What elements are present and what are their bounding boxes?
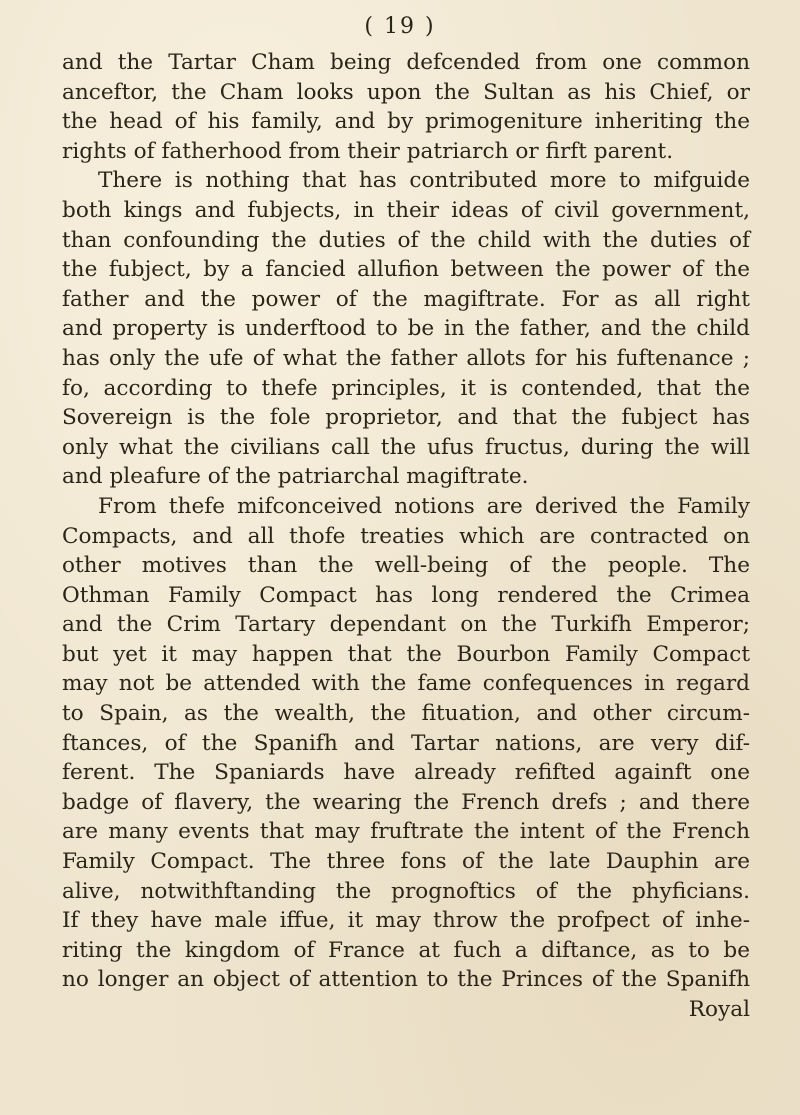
text-line: anceftor, the Cham looks upon the Sultan as his Chief, or — [62, 79, 750, 105]
text-line: the fubject, by a fancied allufion between the power of the — [62, 257, 750, 283]
text-line: ferent. The Spaniards have already refifted againft one — [62, 760, 750, 786]
text-line: fo, according to thefe principles, it is contended, that the — [62, 375, 750, 401]
text-line: to Spain, as the wealth, the fituation, and other circum- — [62, 701, 750, 727]
text-line: badge of flavery, the wearing the French drefs ; and there — [62, 789, 750, 815]
text-line: alive, notwithftanding the prognoftics of the phyficians. — [62, 878, 750, 904]
text-line: both kings and fubjects, in their ideas of civil government, — [62, 197, 750, 223]
text-line: Family Compact. The three fons of the late Dauphin are — [62, 849, 750, 875]
text-line: Sovereign is the fole proprietor, and that the fubject has — [62, 405, 750, 431]
text-line: father and the power of the magiftrate. For as all right — [62, 286, 750, 312]
text-line: and the Tartar Cham being defcended from one common — [62, 50, 750, 75]
text-line: than confounding the duties of the child with the duties of — [62, 227, 750, 253]
text-line: rights of fatherhood from their patriarch or firft parent. — [62, 138, 674, 164]
text-line: If they have male iffue, it may throw the profpect of inhe- — [62, 908, 750, 934]
text-line: From thefe mifconceived notions are derived the Family — [98, 493, 750, 519]
text-line: and the Crim Tartary dependant on the Turkifh Emperor; — [62, 612, 750, 638]
text-line: no longer an object of attention to the Princes of the Spanifh — [62, 967, 750, 993]
text-line: only what the civilians call the ufus fructus, during the will — [62, 434, 750, 460]
text-line: and pleafure of the patriarchal magiftrate. — [62, 464, 529, 490]
text-line: the head of his family, and by primogeniture inheriting the — [62, 109, 750, 135]
text-line: Compacts, and all thofe treaties which are contracted on — [62, 523, 750, 549]
body-text — [62, 48, 750, 1025]
text-line: may not be attended with the fame confequences in regard — [62, 671, 750, 697]
text-line: are many events that may fruftrate the intent of the French — [62, 819, 750, 845]
text-line: but yet it may happen that the Bourbon Family Compact — [62, 641, 750, 667]
text-line: ftances, of the Spanifh and Tartar nations, are very dif- — [62, 730, 750, 756]
text-line: riting the kingdom of France at fuch a diftance, as to be — [62, 937, 750, 963]
catchword: Royal — [688, 997, 750, 1022]
text-line: has only the ufe of what the father allots for his fuftenance ; — [62, 345, 750, 371]
text-line: Othman Family Compact has long rendered the Crimea — [62, 582, 750, 608]
text-line: and property is underftood to be in the father, and the child — [62, 316, 750, 342]
text-line: other motives than the well-being of the people. The — [62, 553, 750, 579]
page-number: ( 19 ) — [364, 14, 436, 39]
text-line: There is nothing that has contributed more to mifguide — [98, 168, 750, 194]
